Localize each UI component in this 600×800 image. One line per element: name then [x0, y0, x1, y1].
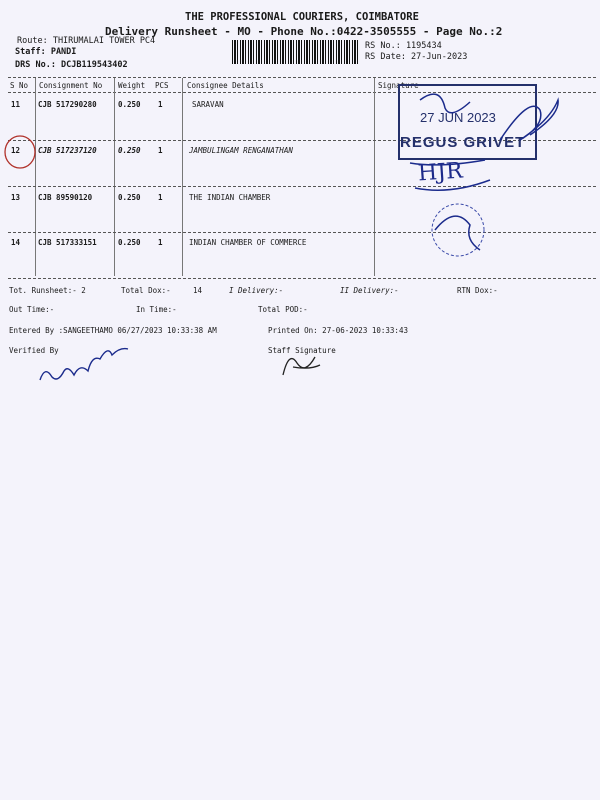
col-header-consignment: Consignment No — [39, 81, 103, 90]
row-consignment: CJB 517237120 — [38, 146, 97, 155]
total-dox-value: 14 — [193, 286, 203, 295]
verified-by-label: Verified By — [9, 346, 59, 355]
row-consignee: JAMBULINGAM RENGANATHAN — [189, 146, 293, 155]
divider — [8, 77, 596, 78]
staff-label: Staff: PANDI — [15, 47, 77, 57]
company-title: THE PROFESSIONAL COURIERS, COIMBATORE — [185, 11, 419, 23]
total-runsheet: Tot. Runsheet:- 2 — [9, 286, 86, 295]
barcode — [232, 40, 360, 64]
row-sno: 13 — [11, 193, 21, 202]
row-consignment: CJB 517290280 — [38, 100, 97, 109]
staff-signature-mark — [275, 345, 335, 385]
printed-on: Printed On: 27-06-2023 10:33:43 — [268, 326, 408, 335]
row-sno: 14 — [11, 238, 21, 247]
row-weight: 0.250 — [118, 100, 141, 109]
col-header-signature: Signature — [378, 81, 419, 90]
drs-number: DRS No.: DCJB119543402 — [15, 60, 128, 70]
rs-number: RS No.: 1195434 — [365, 41, 442, 51]
row-consignment: CJB 517333151 — [38, 238, 97, 247]
entered-by: Entered By :SANGEETHAMO 06/27/2023 10:33:38 AM — [9, 326, 217, 335]
column-line — [182, 78, 183, 276]
col-header-weight: Weight — [118, 81, 146, 90]
row-pcs: 1 — [158, 146, 163, 155]
ii-delivery-label: II Delivery:- — [340, 286, 399, 295]
row-weight: 0.250 — [118, 193, 141, 202]
col-header-pcs: PCS — [155, 81, 169, 90]
col-header-consignee: Consignee Details — [187, 81, 264, 90]
row-pcs: 1 — [158, 238, 163, 247]
route-label: Route: THIRUMALAI TOWER PC4 — [17, 36, 156, 46]
runsheet-subtitle: Delivery Runsheet - MO - Phone No.:0422-3505555 - Page No.:2 — [105, 25, 503, 38]
row-consignee: SARAVAN — [192, 100, 224, 109]
total-pod-label: Total POD:- — [258, 305, 308, 314]
staff-signature-label: Staff Signature — [268, 346, 336, 355]
in-time-label: In Time:- — [136, 305, 177, 314]
total-dox-label: Total Dox:- — [121, 286, 171, 295]
row-sno: 11 — [11, 100, 21, 109]
i-delivery-label: I Delivery:- — [229, 286, 284, 295]
handwritten-initials: HJR — [417, 158, 464, 187]
row-weight: 0.250 — [118, 238, 141, 247]
signature-marks — [380, 80, 580, 280]
row-pcs: 1 — [158, 193, 163, 202]
rtn-dox-label: RTN Dox:- — [457, 286, 498, 295]
stamp-name: REGUS GRIVET — [400, 134, 526, 151]
row-consignee: INDIAN CHAMBER OF COMMERCE — [189, 238, 307, 247]
col-header-sno: S No — [10, 81, 29, 90]
row-sno: 12 — [11, 146, 21, 155]
verifier-signature — [30, 335, 140, 395]
column-line — [374, 78, 375, 276]
row-weight: 0.250 — [118, 146, 141, 155]
row-consignment: CJB 89590120 — [38, 193, 93, 202]
rs-date: RS Date: 27-Jun-2023 — [365, 52, 468, 62]
row-pcs: 1 — [158, 100, 163, 109]
stamp-date: 27 JUN 2023 — [420, 110, 496, 125]
row-consignee: THE INDIAN CHAMBER — [189, 193, 271, 202]
row-circle-mark — [0, 130, 40, 180]
column-line — [114, 78, 115, 276]
out-time-label: Out Time:- — [9, 305, 55, 314]
